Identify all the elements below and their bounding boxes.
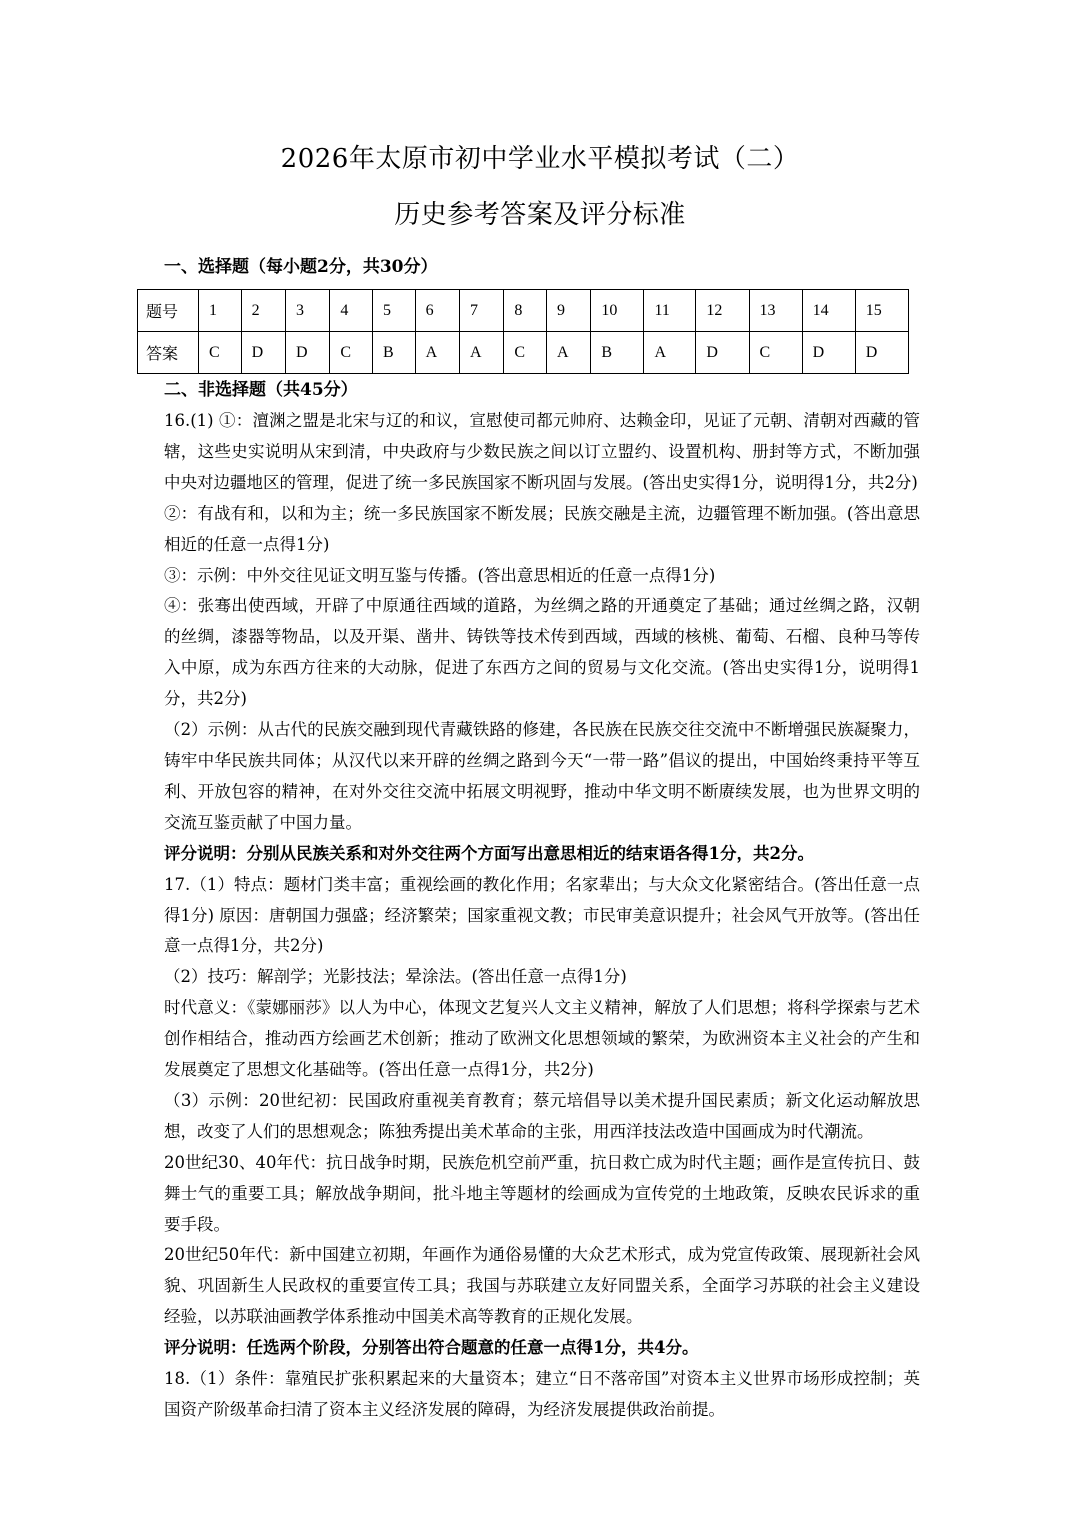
answer-cell: D — [286, 332, 330, 374]
page-subtitle: 历史参考答案及评分标准 — [394, 200, 686, 230]
paragraph-16-2: （2）示例：从古代的民族交融到现代青藏铁路的修建，各民族在民族交往交流中不断增强民族凝聚力，铸牢中华民族共同体；从汉代以来开辟的丝绸之路到今天“一带一路”倡议的提出，中国始终秉持平等互利、开放包容的精神，在对外交往交流中拓展文明视野，推动中华文明不断赓续发展，也为世界文明的交流互鉴贡献了中国力量。 — [164, 720, 920, 832]
answer-table — [137, 289, 909, 374]
question-number: 11 — [644, 290, 696, 332]
answer-cell: D — [802, 332, 855, 374]
question-number: 8 — [504, 290, 547, 332]
paragraph-17-3-b: 20世纪30、40年代：抗日战争时期，民族危机空前严重，抗日救亡成为时代主题；画作是宣传抗日、鼓舞士气的重要工具；解放战争期间，批斗地主等题材的绘画成为宣传党的土地政策，反映农民诉求的重要手段。 — [164, 1152, 920, 1234]
question-number: 5 — [373, 290, 416, 332]
table-row-answers — [138, 332, 909, 374]
question-number: 14 — [802, 290, 855, 332]
paragraph-18-1: 18.（1）条件：靠殖民扩张积累起来的大量资本；建立“日不落帝国”对资本主义世界市场形成控制；英国资产阶级革命扫清了资本主义经济发展的障碍，为经济发展提供政治前提。 — [164, 1369, 920, 1419]
page-title: 2026年太原市初中学业水平模拟考试（二） — [280, 144, 800, 174]
answer-cell: D — [855, 332, 908, 374]
question-number: 2 — [241, 290, 285, 332]
answer-cell: C — [749, 332, 802, 374]
section-heading-choice: 一、选择题（每小题2分，共30分） — [164, 257, 438, 277]
answer-cell: D — [241, 332, 285, 374]
question-number: 3 — [286, 290, 330, 332]
question-number: 9 — [547, 290, 591, 332]
question-number: 7 — [460, 290, 504, 332]
paragraph-17-1: 17.（1）特点：题材门类丰富；重视绘画的教化作用；名家辈出；与大众文化紧密结合。(答出任意一点得1分) 原因：唐朝国力强盛；经济繁荣；国家重视文教；市民审美意识提升；社会风气开放等。(答出任意一点得1分，共2分) — [164, 874, 920, 956]
answer-cell: D — [696, 332, 749, 374]
row-label-number: 题号 — [138, 290, 199, 332]
answer-cell: A — [415, 332, 459, 374]
scoring-note-17: 评分说明：任选两个阶段，分别答出符合题意的任意一点得1分，共4分。 — [164, 1338, 699, 1358]
question-number: 12 — [696, 290, 749, 332]
paragraph-16-1-d: ④：张骞出使西域，开辟了中原通往西域的道路，为丝绸之路的开通奠定了基础；通过丝绸之路，汉朝的丝绸，漆器等物品，以及开渠、凿井、铸铁等技术传到西域，西域的核桃、葡萄、石榴、良种马等传入中原，成为东西方往来的大动脉，促进了东西方之间的贸易与文化交流。(答出史实得1分，说明得1分，共2分) — [164, 596, 920, 709]
scoring-note-16: 评分说明：分别从民族关系和对外交往两个方面写出意思相近的结束语各得1分，共2分。 — [164, 843, 814, 863]
question-number: 10 — [591, 290, 644, 332]
paragraph-17-3-a: （3）示例：20世纪初：民国政府重视美育教育；蔡元培倡导以美术提升国民素质；新文化运动解放思想，改变了人们的思想观念；陈独秀提出美术革命的主张，用西洋技法改造中国画成为时代潮流。 — [164, 1090, 920, 1141]
section-heading-nonchoice: 二、非选择题（共45分） — [164, 380, 358, 400]
answer-cell: A — [547, 332, 591, 374]
paragraph-17-2-a: （2）技巧：解剖学；光影技法；晕涂法。(答出任意一点得1分) — [164, 967, 627, 987]
question-number: 1 — [199, 290, 242, 332]
paragraph-16-1-c: ③：示例：中外交往见证文明互鉴与传播。(答出意思相近的任意一点得1分) — [164, 565, 716, 585]
answer-cell: B — [373, 332, 416, 374]
answer-body — [164, 406, 920, 1426]
answer-cell: C — [504, 332, 547, 374]
paragraph-16-1-a: 16.(1) ①：澶渊之盟是北宋与辽的和议，宣慰使司都元帅府、达赖金印，见证了元朝、清朝对西藏的管辖，这些史实说明从宋到清，中央政府与少数民族之间以订立盟约、设置机构、册封等方式，不断加强中央对边疆地区的管理，促进了统一多民族国家不断巩固与发展。(答出史实得1分，说明得1分，共2分) — [164, 411, 920, 492]
table-row-numbers — [138, 290, 909, 332]
question-number: 6 — [415, 290, 459, 332]
paragraph-16-1-b: ②：有战有和，以和为主；统一多民族国家不断发展；民族交融是主流，边疆管理不断加强。(答出意思相近的任意一点得1分) — [164, 503, 920, 554]
answer-cell: A — [460, 332, 504, 374]
question-number: 4 — [330, 290, 373, 332]
answer-cell: B — [591, 332, 644, 374]
answer-cell: A — [644, 332, 696, 374]
paragraph-17-2-b: 时代意义：《蒙娜丽莎》以人为中心，体现文艺复兴人文主义精神，解放了人们思想；将科学探索与艺术创作相结合，推动西方绘画艺术创新；推动了欧洲文化思想领域的繁荣，为欧洲资本主义社会的产生和发展奠定了思想文化基础等。(答出任意一点得1分，共2分) — [164, 998, 920, 1080]
question-number: 13 — [749, 290, 802, 332]
answer-cell: C — [330, 332, 373, 374]
paragraph-17-3-c: 20世纪50年代：新中国建立初期，年画作为通俗易懂的大众艺术形式，成为党宣传政策、展现新社会风貌、巩固新生人民政权的重要宣传工具；我国与苏联建立友好同盟关系，全面学习苏联的社会主义建设经验，以苏联油画教学体系推动中国美术高等教育的正规化发展。 — [164, 1245, 920, 1327]
question-number: 15 — [855, 290, 908, 332]
answer-cell: C — [199, 332, 242, 374]
row-label-answer: 答案 — [138, 332, 199, 374]
